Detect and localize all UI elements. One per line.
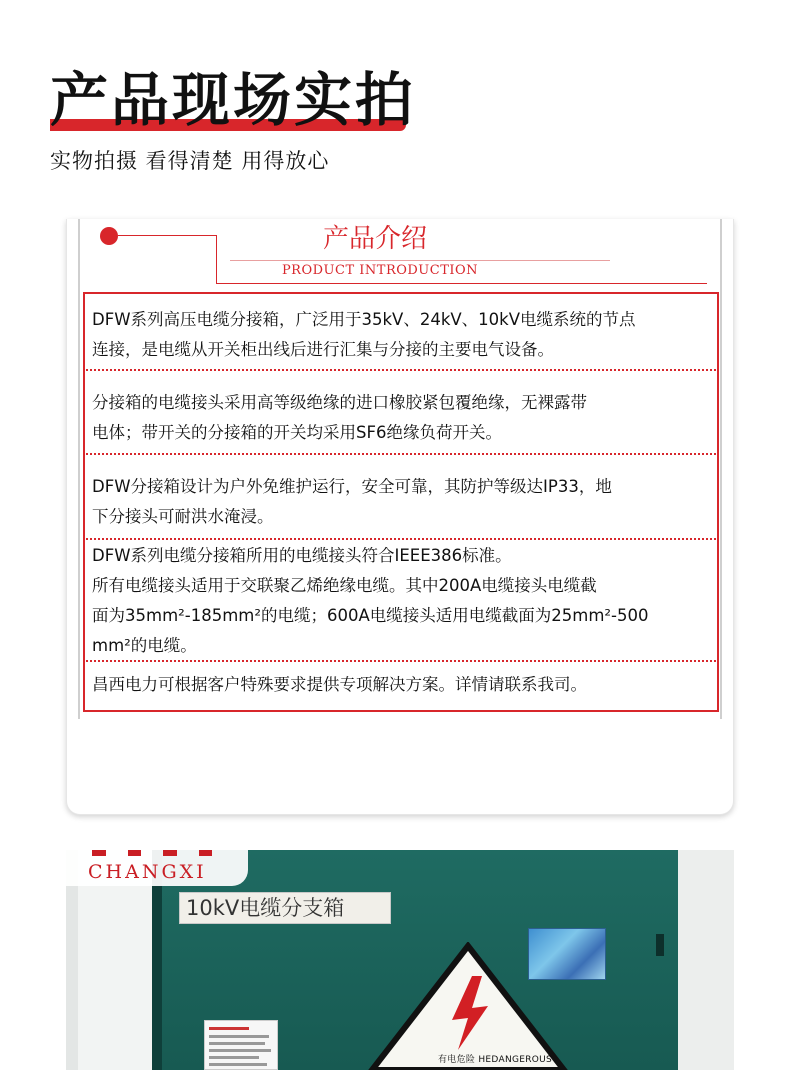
product-photo (66, 850, 734, 1070)
paragraph-line: 连接，是电缆从开关柜出线后进行汇集与分接的主要电气设备。 (92, 340, 554, 359)
paragraph-line: DFW系列高压电缆分接箱，广泛用于35kV、24kV、10kV电缆系统的节点 (92, 310, 636, 329)
paragraph-line: 分接箱的电缆接头采用高等级绝缘的进口橡胶紧包覆绝缘，无裸露带 (92, 393, 587, 412)
high-voltage-warning-icon (368, 942, 568, 1070)
intro-paragraph-4 (92, 541, 714, 661)
paragraph-line: 面为35mm²-185mm²的电缆；600A电缆接头适用电缆截面为25mm²-500 (92, 606, 649, 625)
section-rule (118, 235, 216, 236)
page-subtitle: 实物拍摄 看得清楚 用得放心 (50, 149, 330, 173)
logo-marks (92, 850, 212, 856)
page-title: 产品现场实拍 (50, 66, 417, 134)
intro-paragraph-2 (92, 388, 714, 448)
section-dot-icon (100, 227, 118, 245)
dotted-divider (86, 453, 716, 455)
paragraph-line: 下分接头可耐洪水淹浸。 (92, 507, 274, 526)
intro-paragraph-5 (92, 670, 714, 700)
brand-logo (66, 850, 248, 886)
paragraph-line: 昌西电力可根据客户特殊要求提供专项解决方案。详情请联系我司。 (92, 675, 587, 694)
photo-edge-right (678, 850, 734, 1070)
section-rule-bottom (216, 283, 707, 284)
warning-label: 有电危险 HEDANGEROUS (438, 1055, 553, 1065)
logo-text: CHANGXI (88, 861, 207, 883)
door-hinge (656, 934, 664, 956)
section-subtitle: PRODUCT INTRODUCTION (281, 263, 479, 278)
dotted-divider (86, 538, 716, 540)
operation-label (204, 1020, 278, 1070)
paragraph-line: DFW系列电缆分接箱所用的电缆接头符合IEEE386标准。 (92, 546, 512, 565)
dotted-divider (86, 660, 716, 662)
paragraph-line: 电体；带开关的分接箱的开关均采用SF6绝缘负荷开关。 (92, 423, 502, 442)
section-rule-vertical (216, 235, 217, 283)
nameplate-text: 10kV电缆分支箱 (186, 896, 345, 920)
section-title: 产品介绍 (322, 224, 427, 254)
intro-paragraph-1 (92, 305, 714, 365)
intro-paragraph-3 (92, 472, 714, 532)
paragraph-line: 所有电缆接头适用于交联聚乙烯绝缘电缆。其中200A电缆接头电缆截 (92, 576, 597, 595)
paragraph-line: DFW分接箱设计为户外免维护运行，安全可靠，其防护等级达IP33，地 (92, 477, 612, 496)
dotted-divider (86, 369, 716, 371)
paragraph-line: mm²的电缆。 (92, 636, 197, 655)
section-rule-thin (230, 260, 610, 261)
